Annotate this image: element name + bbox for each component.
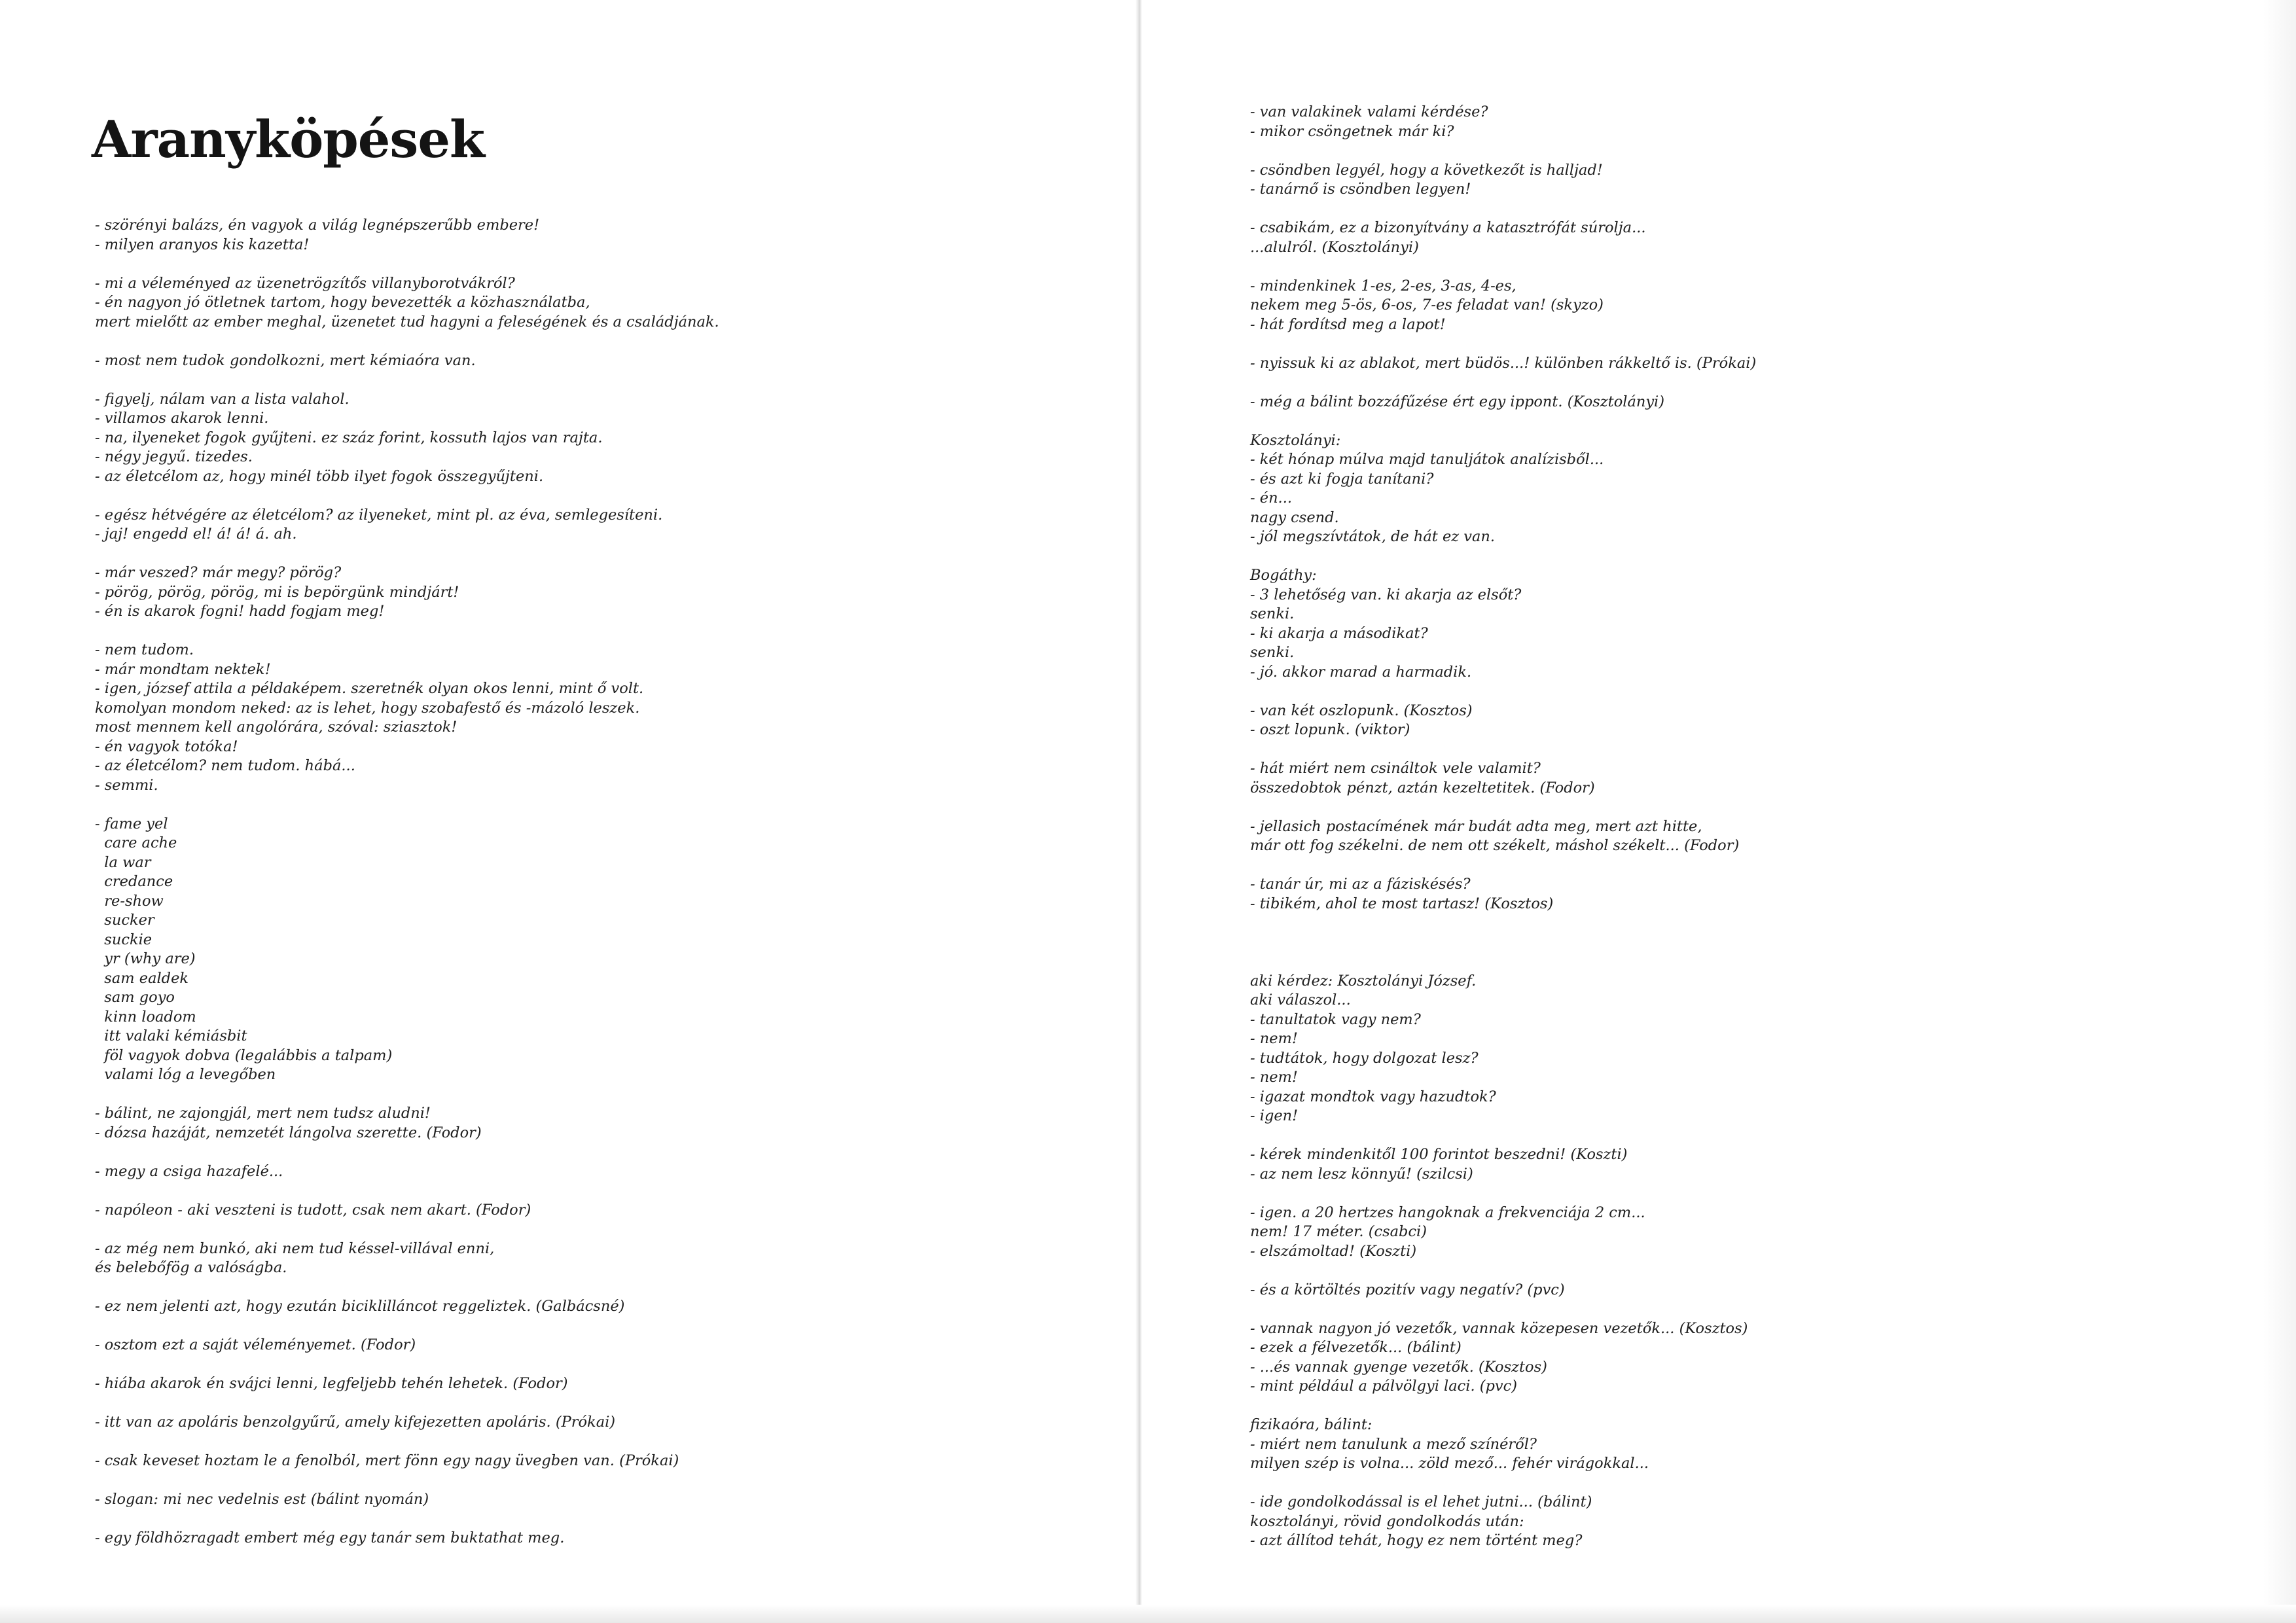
quote-line: - slogan: mi nec vedelnis est (bálint nyomán) — [95, 1491, 429, 1508]
quote-gap — [95, 1433, 1090, 1452]
quote-line: sam goyo — [95, 989, 175, 1006]
quote-line: - mikor csöngetnek már ki? — [1250, 122, 1454, 140]
right-page-column — [1250, 103, 2232, 1551]
quote-block — [1250, 817, 2232, 856]
quote-gap — [95, 486, 1090, 506]
quote-line: - hát miért nem csináltok vele valamit? — [1250, 760, 1541, 777]
quote-block — [95, 641, 1090, 795]
quote-block — [1250, 566, 2232, 682]
quote-block — [1250, 161, 2232, 200]
quote-line: - csöndben legyél, hogy a következőt is halljad! — [1250, 161, 1603, 179]
quote-line: - azt állítod tehát, hogy ez nem történt meg? — [1250, 1532, 1583, 1549]
quote-line: - bálint, ne zajongjál, mert nem tudsz aludni! — [95, 1105, 431, 1122]
quote-line: - az életcélom az, hogy minél több ilyet fogok összegyűjteni. — [95, 467, 544, 485]
quote-block — [1250, 431, 2232, 547]
quote-line: fizikaóra, bálint: — [1250, 1416, 1372, 1433]
quote-line: - jól megszívtátok, de hát ez van. — [1250, 528, 1496, 545]
quote-block — [1250, 702, 2232, 740]
quote-gap — [95, 1143, 1090, 1162]
quote-block — [95, 1413, 1090, 1433]
quote-line: Kosztolányi: — [1250, 431, 1341, 449]
quote-line: aki kérdez: Kosztolányi József. — [1250, 972, 1477, 990]
quote-line: összedobtok pénzt, aztán kezeltetitek. (Fodor) — [1250, 779, 1595, 796]
quote-line: - ez nem jelenti azt, hogy ezután biciklilláncot reggeliztek. (Galbácsné) — [95, 1298, 625, 1315]
quote-block — [1250, 1416, 2232, 1474]
quote-gap — [95, 1317, 1090, 1336]
quote-block — [95, 216, 1090, 255]
quote-line: la war — [95, 853, 151, 871]
quote-gap — [1250, 740, 2232, 760]
quote-line: - osztom ezt a saját véleményemet. (Fodor) — [95, 1336, 416, 1353]
quote-line: senki. — [1250, 605, 1295, 622]
quote-line: - jó. akkor marad a harmadik. — [1250, 663, 1472, 681]
quote-line: nem! 17 méter. (csabci) — [1250, 1223, 1427, 1240]
quote-line: suckie — [95, 931, 152, 948]
quote-gap — [95, 1085, 1090, 1105]
quote-line: - most nem tudok gondolkozni, mert kémiaóra van. — [95, 351, 476, 369]
quote-block — [1250, 1281, 2232, 1300]
quote-line: - igen! — [1250, 1107, 1299, 1124]
quote-block — [1250, 354, 2232, 374]
quote-gap — [95, 255, 1090, 274]
quote-gap — [95, 1181, 1090, 1201]
quote-line: és belebőfög a valóságba. — [95, 1259, 287, 1276]
page-edge-right — [2263, 0, 2296, 1623]
quote-line: - tanárnő is csöndben legyen! — [1250, 181, 1471, 198]
quote-block — [1250, 1319, 2232, 1397]
quote-line: - ezek a félvezetők... (bálint) — [1250, 1339, 1462, 1356]
quote-gap — [1250, 200, 2232, 219]
quote-line: - ide gondolkodással is el lehet jutni... (bálint) — [1250, 1493, 1592, 1510]
quote-line: - vannak nagyon jó vezetők, vannak közepesen vezetők... (Kosztos) — [1250, 1319, 1748, 1337]
quote-line: - igen, józsef attila a példaképem. szeretnék olyan okos lenni, mint ő volt. — [95, 680, 644, 697]
quote-block — [1250, 1493, 2232, 1551]
quote-gap — [1250, 1184, 2232, 1204]
quote-line: - oszt lopunk. (viktor) — [1250, 721, 1410, 738]
quote-line: - nem! — [1250, 1069, 1298, 1086]
quote-block — [95, 815, 1090, 1085]
quote-line: - nyissuk ki az ablakot, mert büdös...! különben rákkeltő is. (Prókai) — [1250, 354, 1757, 372]
page-fold — [1136, 0, 1142, 1623]
quote-line: - már mondtam nektek! — [95, 660, 271, 678]
quote-gap — [1250, 547, 2232, 567]
quote-line: - mindenkinek 1-es, 2-es, 3-as, 4-es, — [1250, 277, 1516, 294]
quote-line: re-show — [95, 892, 164, 910]
quote-line: föl vagyok dobva (legalábbis a talpam) — [95, 1046, 393, 1064]
quote-line: - két hónap múlva majd tanuljátok analízisből... — [1250, 451, 1604, 468]
quote-line: yr (why are) — [95, 950, 196, 967]
quote-gap — [95, 1278, 1090, 1298]
quote-line: - még a bálint bozzáfűzése ért egy ippont. (Kosztolányi) — [1250, 393, 1665, 410]
quote-line: mert mielőtt az ember meghal, üzenetet tud hagyni a feleségének és a családjának. — [95, 313, 719, 330]
quote-line: - nem! — [1250, 1030, 1298, 1047]
quote-line: - semmi. — [95, 776, 158, 794]
quote-gap — [95, 622, 1090, 641]
quote-block — [95, 274, 1090, 332]
page-title: Aranyköpések — [92, 110, 485, 169]
quote-line: - hiába akarok én svájci lenni, legfeljebb tehén lehetek. (Fodor) — [95, 1375, 568, 1392]
quote-line: - csak keveset hoztam le a fenolból, mert fönn egy nagy üvegben van. (Prókai) — [95, 1452, 679, 1469]
quote-gap — [95, 1220, 1090, 1240]
quote-line: kosztolányi, rövid gondolkodás után: — [1250, 1512, 1524, 1530]
quote-line: - itt van az apoláris benzolgyűrű, amely kifejezetten apoláris. (Prókai) — [95, 1414, 616, 1431]
quote-line: - 3 lehetőség van. ki akarja az elsőt? — [1250, 586, 1522, 603]
quote-block — [1250, 277, 2232, 335]
quote-line: - van valakinek valami kérdése? — [1250, 103, 1488, 120]
quote-gap — [95, 1510, 1090, 1529]
quote-line: - dózsa hazáját, nemzetét lángolva szerette. (Fodor) — [95, 1124, 482, 1141]
quote-line: - jaj! engedd el! á! á! á. ah. — [95, 526, 297, 543]
quote-gap — [1250, 334, 2232, 354]
quote-line: - hát fordítsd meg a lapot! — [1250, 315, 1446, 333]
quote-line: - na, ilyeneket fogok gyűjteni. ez száz forint, kossuth lajos van rajta. — [95, 429, 603, 446]
quote-gap — [95, 1355, 1090, 1375]
quote-gap — [1250, 1261, 2232, 1281]
quote-block — [95, 506, 1090, 544]
quote-line: - napóleon - aki veszteni is tudott, csak nem akart. (Fodor) — [95, 1201, 531, 1219]
quote-line: - mint például a pálvölgyi laci. (pvc) — [1250, 1378, 1518, 1395]
quote-line: - nem tudom. — [95, 641, 194, 658]
quote-block — [95, 1297, 1090, 1317]
quote-line: - az még nem bunkó, aki nem tud késsel-villával enni, — [95, 1240, 495, 1257]
quote-block — [95, 1336, 1090, 1355]
quote-gap — [1250, 1126, 2232, 1146]
quote-line: - villamos akarok lenni. — [95, 410, 269, 427]
quote-line: - pörög, pörög, pörög, mi is bepörgünk mindjárt! — [95, 583, 459, 601]
quote-gap — [1250, 1474, 2232, 1493]
quote-line: - tanultatok vagy nem? — [1250, 1010, 1421, 1028]
quote-line: itt valaki kémiásbit — [95, 1027, 247, 1044]
quote-line: - már veszed? már megy? pörög? — [95, 564, 342, 581]
quote-line: Bogáthy: — [1250, 567, 1317, 584]
quote-block — [1250, 1145, 2232, 1184]
quote-line — [1250, 933, 2232, 953]
quote-block — [95, 1529, 1090, 1548]
quote-gap — [1250, 682, 2232, 702]
quote-line: - én... — [1250, 490, 1293, 507]
quote-gap — [95, 370, 1090, 390]
quote-gap — [95, 332, 1090, 351]
quote-gap — [1250, 952, 2232, 972]
quote-block — [1250, 933, 2232, 953]
quote-line: nekem meg 5-ös, 6-os, 7-es feladat van! (skyzo) — [1250, 296, 1604, 313]
quote-gap — [95, 795, 1090, 815]
quote-line: - tanár úr, mi az a fáziskésés? — [1250, 876, 1471, 893]
quote-line: - igen. a 20 hertzes hangoknak a frekvenciája 2 cm... — [1250, 1204, 1645, 1221]
quote-line: - elszámoltad! (Koszti) — [1250, 1242, 1417, 1260]
quote-block — [1250, 219, 2232, 257]
quote-block — [95, 351, 1090, 371]
quote-gap — [1250, 373, 2232, 393]
quote-line: milyen szép is volna... zöld mező... fehér virágokkal... — [1250, 1455, 1649, 1472]
quote-line: aki válaszol... — [1250, 991, 1351, 1008]
quote-line: már ott fog székelni. de nem ott székelt, máshol székelt... (Fodor) — [1250, 837, 1740, 854]
quote-line: - és azt ki fogja tanítani? — [1250, 470, 1434, 488]
quote-line: - van két oszlopunk. (Kosztos) — [1250, 702, 1473, 719]
quote-gap — [1250, 1397, 2232, 1416]
quote-gap — [1250, 141, 2232, 161]
quote-line: - ...és vannak gyenge vezetők. (Kosztos) — [1250, 1358, 1547, 1376]
quote-gap — [95, 1471, 1090, 1491]
quote-line: - én nagyon jó ötletnek tartom, hogy bevezették a közhasználatba, — [95, 294, 590, 311]
quote-line: - tibikém, ahol te most tartasz! (Kosztos) — [1250, 895, 1554, 912]
quote-line: sucker — [95, 912, 154, 929]
quote-gap — [1250, 798, 2232, 817]
quote-block — [95, 1240, 1090, 1278]
quote-line: - ki akarja a másodikat? — [1250, 624, 1428, 642]
quote-line: - megy a csiga hazafelé... — [95, 1162, 283, 1180]
quote-gap — [1250, 257, 2232, 277]
quote-line: - miért nem tanulunk a mező színéről? — [1250, 1435, 1537, 1453]
quote-line: senki. — [1250, 644, 1295, 661]
page-edge-bottom — [0, 1605, 2296, 1623]
quote-block — [95, 563, 1090, 622]
quote-line: - az nem lesz könnyű! (szilcsi) — [1250, 1165, 1473, 1183]
quote-line: nagy csend. — [1250, 508, 1339, 526]
quote-block — [95, 1490, 1090, 1510]
quote-block — [95, 1162, 1090, 1182]
quote-gap — [1250, 914, 2232, 933]
quote-line: - kérek mindenkitől 100 forintot beszedni! (Koszti) — [1250, 1146, 1628, 1163]
quote-line: komolyan mondom neked: az is lehet, hogy szobafestő és -mázoló leszek. — [95, 699, 640, 717]
quote-gap — [95, 1394, 1090, 1414]
quote-line: valami lóg a levegőben — [95, 1066, 276, 1083]
quote-line: - igazat mondtok vagy hazudtok? — [1250, 1088, 1496, 1105]
quote-block — [1250, 103, 2232, 141]
quote-block — [1250, 393, 2232, 412]
quote-block — [95, 1201, 1090, 1221]
quote-line: - én vagyok totóka! — [95, 738, 238, 755]
quote-block — [1250, 759, 2232, 798]
quote-line: - egy földhözragadt embert még egy tanár sem buktathat meg. — [95, 1529, 565, 1546]
quote-line: - fame yel — [95, 815, 168, 832]
quote-line: - én is akarok fogni! hadd fogjam meg! — [95, 603, 385, 620]
quote-line: credance — [95, 873, 173, 890]
quote-gap — [1250, 412, 2232, 431]
quote-gap — [95, 544, 1090, 564]
quote-block — [1250, 1204, 2232, 1262]
quote-line: - az életcélom? nem tudom. hábá... — [95, 757, 355, 774]
quote-line: most mennem kell angolórára, szóval: sziasztok! — [95, 719, 457, 736]
quote-block — [95, 1452, 1090, 1471]
quote-line: - tudtátok, hogy dolgozat lesz? — [1250, 1049, 1479, 1067]
quote-line: kinn loadom — [95, 1008, 196, 1026]
quote-block — [1250, 972, 2232, 1126]
quote-block — [95, 390, 1090, 487]
quote-gap — [1250, 1300, 2232, 1319]
quote-line: - szörényi balázs, én vagyok a világ legnépszerűbb embere! — [95, 217, 540, 234]
quote-gap — [1250, 856, 2232, 876]
quote-line: sam ealdek — [95, 969, 189, 987]
quote-line: - négy jegyű. tizedes. — [95, 448, 253, 465]
quote-line: care ache — [95, 834, 177, 851]
quote-line: - figyelj, nálam van a lista valahol. — [95, 390, 350, 408]
left-page-column — [95, 216, 1090, 1548]
quote-line: - milyen aranyos kis kazetta! — [95, 236, 310, 253]
quote-line: - mi a véleményed az üzenetrögzítős villanyborotvákról? — [95, 274, 515, 292]
quote-block — [1250, 875, 2232, 914]
quote-line: - csabikám, ez a bizonyítvány a katasztrófát súrolja... — [1250, 219, 1646, 236]
quote-line: - egész hétvégére az életcélom? az ilyeneket, mint pl. az éva, semlegesíteni. — [95, 506, 663, 524]
quote-line: - és a körtöltés pozitív vagy negatív? (pvc) — [1250, 1281, 1565, 1298]
quote-line: ...alulról. (Kosztolányi) — [1250, 238, 1419, 256]
quote-block — [95, 1104, 1090, 1143]
quote-block — [95, 1374, 1090, 1394]
quote-line: - jellasich postacímének már budát adta meg, mert azt hitte, — [1250, 817, 1702, 835]
